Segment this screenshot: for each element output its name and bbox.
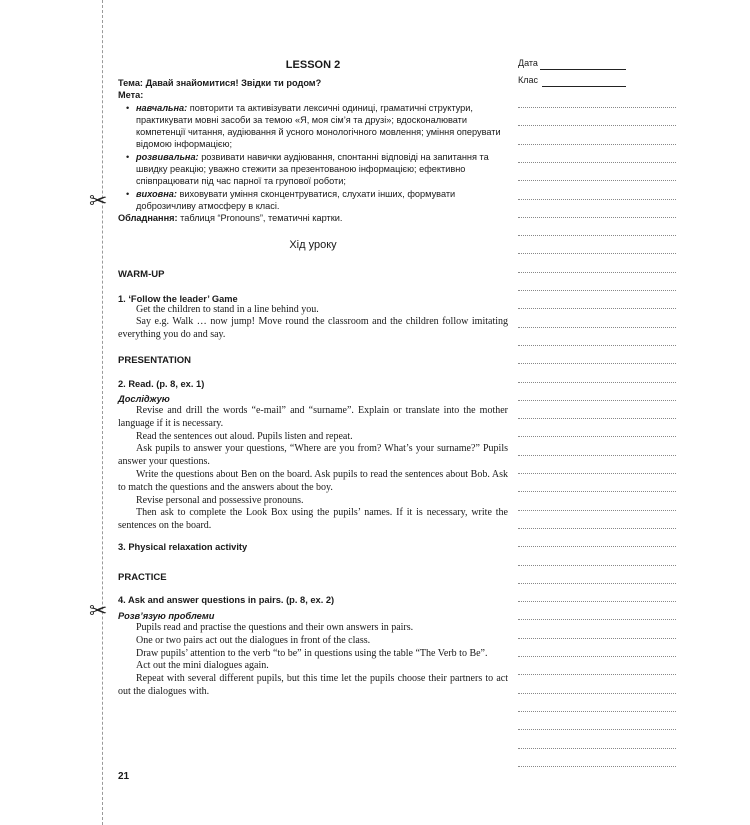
note-line[interactable] (518, 308, 676, 309)
goal-item (128, 102, 508, 151)
note-line[interactable] (518, 766, 676, 767)
note-line[interactable] (518, 674, 676, 675)
paragraph: Write the questions about Ben on the board. Ask pupils to read the sentences about Bob. Ask to match the questions and the answers about the boy. (118, 468, 508, 493)
note-line[interactable] (518, 253, 676, 254)
task-2-heading: 2. Read. (p. 8, ex. 1) (118, 378, 205, 389)
paragraph: Read the sentences out aloud. Pupils listen and repeat. (136, 430, 353, 442)
goal-item (128, 151, 508, 188)
goal-text: повторити та активізувати лексичні одиниці, граматичні структури, практикувати мовні засоби за темою «Я, моя сім’я та друзі»; вдосконалювати компетенції читання, аудіювання й усного монологічного мовлення; уміння оперувати відомою інформацією; (136, 102, 501, 150)
paragraph: Revise and drill the words “e-mail” and “surname”. Explain or translate into the mother language if it is necessary. (118, 404, 508, 429)
paragraph: Say e.g. Walk … now jump! Move round the classroom and the children follow imitating everything you do and say. (118, 316, 508, 341)
task-1-heading: 1. ‘Follow the leader’ Game (118, 293, 238, 304)
class-label: Клас (518, 75, 538, 85)
date-field[interactable] (518, 58, 678, 75)
date-label: Дата (518, 58, 538, 68)
note-line[interactable] (518, 327, 676, 328)
scissors-icon: ✂ (89, 599, 108, 624)
note-line[interactable] (518, 107, 676, 108)
goal-text: виховувати уміння сконцентруватися, слухати інших, формувати доброзичливу атмосферу в класі. (136, 188, 456, 211)
note-line[interactable] (518, 400, 676, 401)
note-line[interactable] (518, 125, 676, 126)
note-line[interactable] (518, 583, 676, 584)
lesson-title: LESSON 2 (285, 59, 341, 71)
equipment-text: таблиця “Pronouns”, тематичні картки. (180, 213, 343, 224)
paragraph: Act out the mini dialogues again. (136, 660, 269, 672)
note-line[interactable] (518, 748, 676, 749)
topic-label: Тема: (118, 78, 143, 88)
note-line[interactable] (518, 638, 676, 639)
note-line[interactable] (518, 729, 676, 730)
note-line[interactable] (518, 217, 676, 218)
class-line (542, 86, 626, 87)
scissors-icon: ✂ (89, 189, 108, 214)
lesson-content (118, 55, 508, 699)
class-field[interactable] (518, 75, 678, 92)
task-3-heading: 3. Physical relaxation activity (118, 541, 248, 552)
course-heading: Хід уроку (289, 238, 337, 251)
page-number: 21 (118, 771, 130, 782)
note-line[interactable] (518, 455, 676, 456)
notes-margin-header (518, 58, 678, 92)
warmup-heading: WARM-UP (118, 268, 165, 280)
note-line[interactable] (518, 510, 676, 511)
paragraph: Get the children to stand in a line behind you. (136, 303, 319, 315)
presentation-heading: PRESENTATION (118, 354, 192, 366)
paragraph: Then ask to complete the Look Box using the pupils’ names. If it is necessary, write the sentences on the board. (118, 507, 508, 532)
note-line[interactable] (518, 619, 676, 620)
note-line[interactable] (518, 436, 676, 437)
note-line[interactable] (518, 528, 676, 529)
paragraph: Draw pupils’ attention to the verb “to be” in questions using the table “The Verb to Be”. (136, 647, 488, 659)
goal-label: виховна: (136, 188, 177, 199)
activity-label: Досліджую (118, 393, 170, 404)
note-line[interactable] (518, 546, 676, 547)
goal-text: розвивати навички аудіювання, спонтанні відповіді на запитання та швидку реакцію; уважно стежити за презентованою інформацією; ефективно співпрацювати під час парної та групової роботи; (136, 151, 489, 187)
note-line[interactable] (518, 382, 676, 383)
note-line[interactable] (518, 180, 676, 181)
note-line[interactable] (518, 693, 676, 694)
note-line[interactable] (518, 473, 676, 474)
practice-heading: PRACTICE (118, 571, 167, 583)
paragraph: Ask pupils to answer your questions, “Where are you from? What’s your surname?” Pupils answer your questions. (118, 443, 508, 468)
note-line[interactable] (518, 290, 676, 291)
activity-label: Розв’язую проблеми (118, 610, 215, 621)
goal-item (128, 188, 508, 213)
note-line[interactable] (518, 491, 676, 492)
note-line[interactable] (518, 235, 676, 236)
paragraph: Revise personal and possessive pronouns. (136, 494, 304, 506)
cut-line (102, 0, 103, 825)
paragraph: Pupils read and practise the questions and their own answers in pairs. (136, 621, 414, 633)
lesson-meta (118, 77, 508, 225)
topic-text: Давай знайомитися! Звідки ти родом? (145, 78, 322, 88)
note-line[interactable] (518, 345, 676, 346)
note-line[interactable] (518, 565, 676, 566)
equipment-label: Обладнання: (118, 213, 178, 224)
note-line[interactable] (518, 418, 676, 419)
goal-label: розвивальна: (136, 151, 199, 162)
note-line[interactable] (518, 601, 676, 602)
note-line[interactable] (518, 144, 676, 145)
equipment-line (118, 212, 508, 224)
note-line[interactable] (518, 162, 676, 163)
task-4-heading: 4. Ask and answer questions in pairs. (p. 8, ex. 2) (118, 594, 335, 605)
goal-label: навчальна: (136, 102, 188, 113)
goals-list (118, 102, 508, 213)
topic-line (118, 77, 508, 89)
date-line (540, 69, 626, 70)
note-line[interactable] (518, 199, 676, 200)
note-line[interactable] (518, 272, 676, 273)
note-line[interactable] (518, 656, 676, 657)
note-line[interactable] (518, 711, 676, 712)
note-line[interactable] (518, 363, 676, 364)
paragraph: Repeat with several different pupils, but this time let the pupils choose their partners to act out the dialogues with. (118, 673, 508, 697)
goals-label: Мета: (118, 90, 144, 101)
paragraph: One or two pairs act out the dialogues in front of the class. (136, 634, 371, 646)
